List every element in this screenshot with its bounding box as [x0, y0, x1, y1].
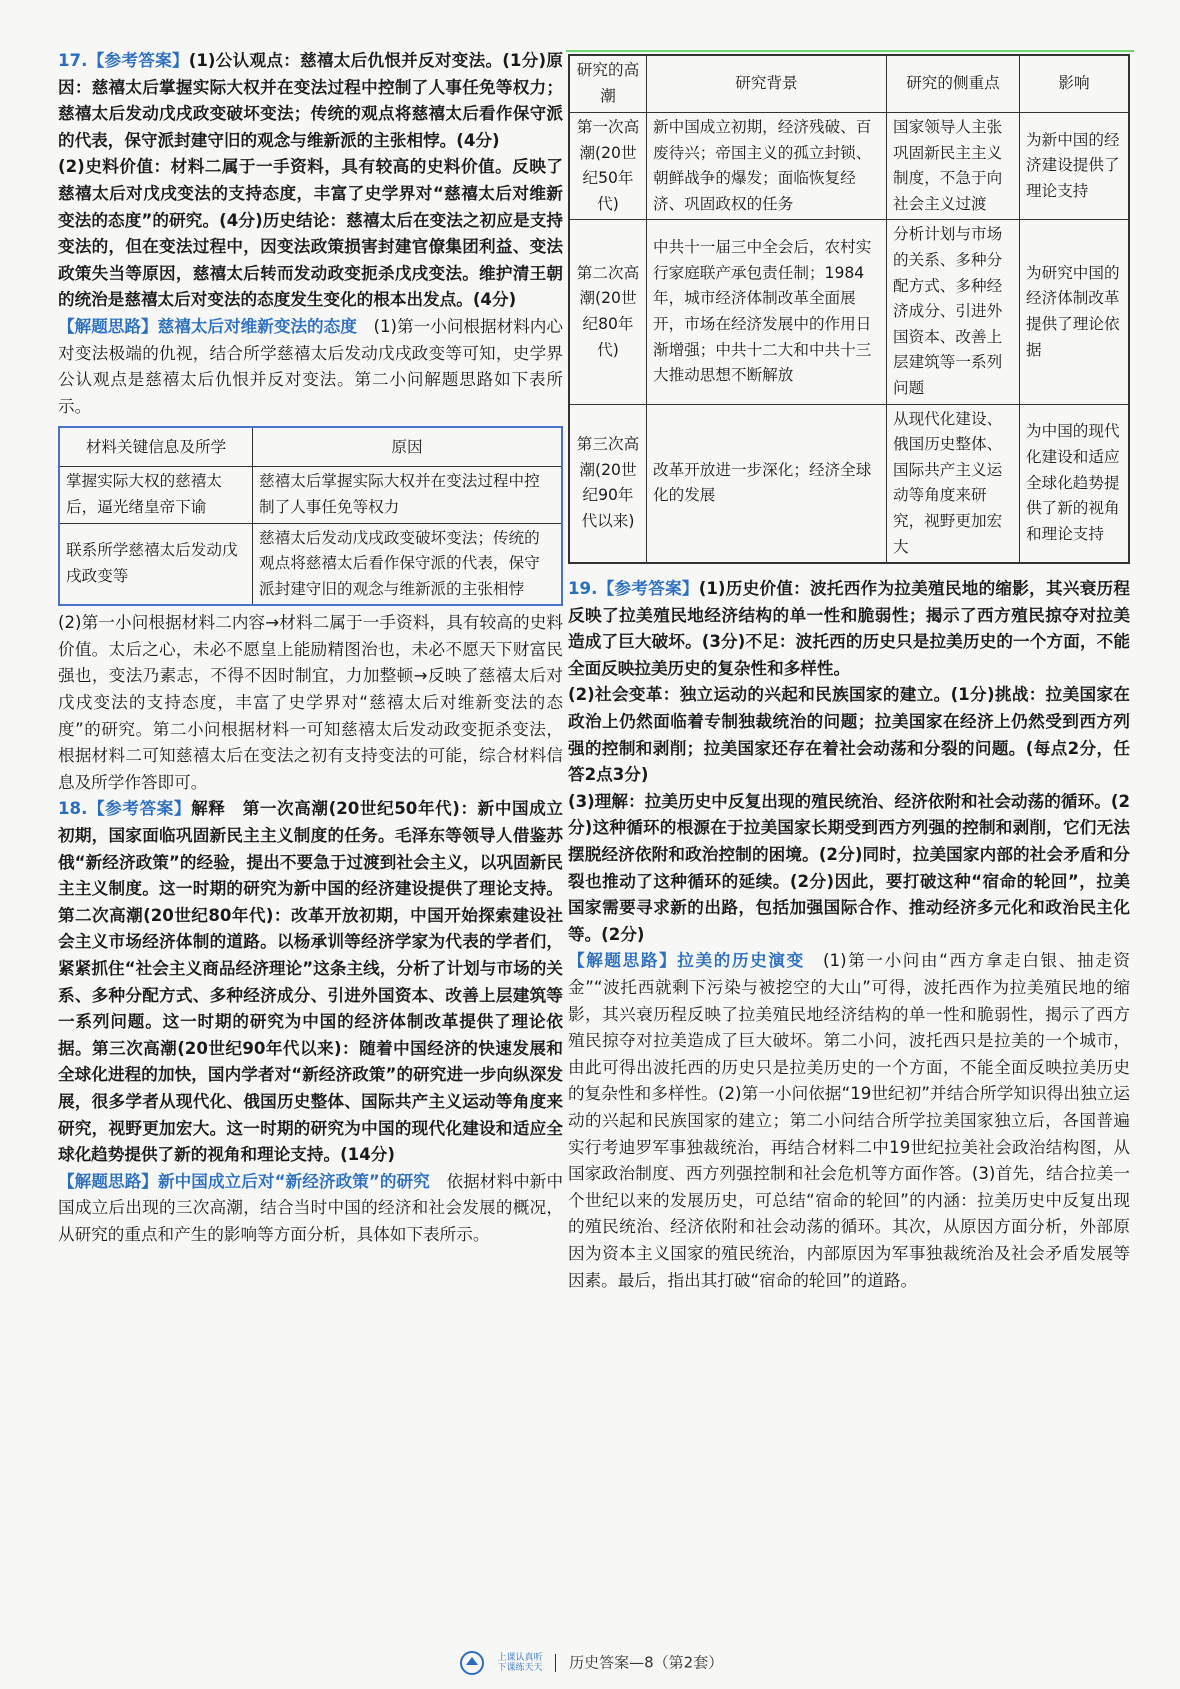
brand-logo-icon	[457, 1650, 487, 1676]
top-accent-line	[566, 50, 1134, 52]
table-cell: 为中国的现代化建设和适应全球化趋势提供了新的视角和理论支持	[1020, 404, 1130, 563]
q17-answer-tag: 【参考答案】	[87, 51, 189, 70]
q18-table-header: 研究的侧重点	[887, 55, 1020, 113]
q18-answer-tag: 【参考答案】	[87, 799, 192, 819]
table-cell: 分析计划与市场的关系、多种分配方式、多种经济成分、引进外国资本、改善上层建筑等一系列问题	[887, 220, 1020, 404]
q17-answer-text-1: (1)公认观点：慈禧太后仇恨并反对变法。(1分)原因：慈禧太后掌握实际大权并在变法过程中控制了人事任免等权力；慈禧太后发动戊戌政变破坏变法；传统的观点将慈禧太后看作保守派的代表，保守派封建守旧的观念与维新派的主张相悖。(4分)	[58, 51, 563, 150]
table-cell: 联系所学慈禧太后发动戊戌政变等	[59, 523, 253, 605]
right-column	[568, 54, 1130, 1294]
footer-slogan-bottom: 下课练天天	[497, 1663, 543, 1673]
table-cell: 新中国成立初期，经济残破、百废待兴；帝国主义的孤立封锁、朝鲜战争的爆发；面临恢复经济、巩固政权的任务	[647, 113, 887, 220]
q17-answer-p2: (2)史料价值：材料二属于一手资料，具有较高的史料价值。反映了慈禧太后对戊戌变法的支持态度，丰富了史学界对“慈禧太后对维新变法的态度”的研究。(4分)历史结论：慈禧太后在变法之初应是支持变法的，但在变法过程中，因变法政策损害封建官僚集团利益、变法政策失当等原因，慈禧太后转而发动政变扼杀戊戌变法。维护清王朝的统治是慈禧太后对变法的态度发生变化的根本出发点。(4分)	[58, 157, 563, 310]
table-cell: 慈禧太后掌握实际大权并在变法过程中控制了人事任免等权力	[253, 467, 563, 523]
q19-think-title: 拉美的历史演变	[677, 951, 805, 971]
table-cell: 国家领导人主张巩固新民主主义制度，不急于向社会主义过渡	[887, 113, 1020, 220]
q19-answer-p3: (3)理解：拉美历史中反复出现的殖民统治、经济依附和社会动荡的循环。(2分)这种循环的根源在于拉美国家长期受到西方列强的控制和剥削，它们无法摆脱经济依附和政治控制的困境。(2分)同时，拉美国家内部的社会矛盾和分裂也推动了这种循环的延续。(2分)因此，要打破这种“宿命的轮回”，拉美国家需要寻求新的出路，包括加强国际合作、推动经济多元化和政治民主化等。(2分)	[568, 791, 1130, 944]
q18-answer	[58, 796, 563, 1168]
table-row	[59, 467, 562, 523]
q19-answer-tag: 【参考答案】	[597, 579, 699, 599]
q18-number: 18.	[58, 799, 88, 819]
footer-divider	[555, 1654, 556, 1672]
table-cell: 第一次高潮(20世纪50年代)	[569, 113, 647, 220]
q17-think-text: (1)第一小问根据材料内心对变法极端的仇视，结合所学慈禧太后发动戊戌政变等可知，史学界公认观点是慈禧太后仇恨并反对变法。第二小问解题思路如下表所示。	[58, 316, 564, 416]
q17-table	[58, 426, 563, 606]
table-row	[569, 220, 1129, 404]
table-cell: 第三次高潮(20世纪90年代以来)	[569, 404, 647, 563]
q17-think-tag: 【解题思路】	[58, 316, 158, 336]
table-cell: 改革开放进一步深化；经济全球化的发展	[647, 404, 887, 563]
footer-slogan-top: 上课认真听	[497, 1653, 543, 1663]
table-row	[59, 523, 562, 605]
q19-number: 19.	[568, 579, 598, 599]
table-cell: 第二次高潮(20世纪80年代)	[569, 220, 647, 404]
q18-think-tag: 【解题思路】	[58, 1171, 158, 1191]
table-row	[569, 113, 1129, 220]
footer-page-label: 历史答案—8（第2套）	[569, 1653, 724, 1672]
q17-number: 17.	[58, 51, 88, 70]
q18-think-text: 依据材料中新中国成立后出现的三次高潮，结合当时中国的经济和社会发展的概况，从研究的重点和产生的影响等方面分析，具体如下表所示。	[58, 1171, 564, 1244]
q18-table-header: 影响	[1020, 55, 1130, 113]
table-row	[569, 404, 1129, 563]
q18-table	[568, 54, 1130, 564]
table-cell: 慈禧太后发动戊戌政变破坏变法；传统的观点将慈禧太后看作保守派的代表，保守派封建守旧的观念与维新派的主张相悖	[253, 523, 563, 605]
q19-answer-p2: (2)社会变革：独立运动的兴起和民族国家的建立。(1分)挑战：拉美国家在政治上仍然面临着专制独裁统治的问题；拉美国家在经济上仍然受到西方列强的控制和剥削；拉美国家还存在着社会动荡和分裂的问题。(每点2分，任答2点3分)	[568, 685, 1130, 785]
table-cell: 为研究中国的经济体制改革提供了理论依据	[1020, 220, 1130, 404]
q17-think-text-2: (2)第一小问根据材料二内容→材料二属于一手资料，具有较高的史料价值。太后之心，未必不愿皇上能励精图治也，未必不愿天下财富民强也，变法乃素志，不得不因时制宜，力加整顿→反映了慈禧太后对戊戌变法的支持态度，丰富了史学界对“慈禧太后对维新变法的态度”的研究。第二小问根据材料一可知慈禧太后发动政变扼杀变法，根据材料二可知慈禧太后在变法之初有支持变法的可能，综合材料信息及所学作答即可。	[58, 613, 563, 792]
q18-answer-lead: 解释	[191, 799, 243, 819]
q17-table-header: 原因	[253, 427, 563, 467]
q19-think-text: (1)第一小问由“西方拿走白银、抽走资金”“波托西就剩下污染与被挖空的大山”可得，波托西作为拉美殖民地的缩影，其兴衰历程反映了拉美殖民地经济结构的单一性和脆弱性，揭示了西方殖民掠夺对拉美造成了巨大破坏。第二小问，波托西只是拉美的一个城市，由此可得出波托西的历史只是拉美历史的一个方面，不能全面反映拉美历史的复杂性和多样性。(2)第一小问依据“19世纪初”并结合所学知识得出独立运动的兴起和民族国家的建立；第二小问结合所学拉美国家独立后，各国普遍实行考迪罗军事独裁统治，再结合材料二中19世纪拉美社会政治结构图，从国家政治制度、西方列强控制和社会危机等方面作答。(3)首先，结合拉美一个世纪以来的发展历史，可总结“宿命的轮回”的内涵：拉美历史中反复出现的殖民统治、经济依附和社会动荡的循环。其次，从原因方面分析，外部原因为资本主义国家的殖民统治，内部原因为军事独裁统治及社会矛盾发展等因素。最后，指出其打破“宿命的轮回”的道路。	[568, 951, 1130, 1290]
q17-think	[58, 314, 563, 420]
page-footer	[0, 1650, 1180, 1676]
footer-slogan	[498, 1653, 543, 1673]
q18-answer-text: 第一次高潮(20世纪50年代)：新中国成立初期，国家面临巩固新民主主义制度的任务。毛泽东等领导人借鉴苏俄“新经济政策”的经验，提出不要急于过渡到社会主义，以巩固新民主主义制度。这一时期的研究为新中国的经济建设提供了理论支持。第二次高潮(20世纪80年代)：改革开放初期，中国开始探索建设社会主义市场经济体制的道路。以杨承训等经济学家为代表的学者们，紧紧抓住“社会主义商品经济理论”这条主线，分析了计划与市场的关系、多种分配方式、多种经济成分、引进外国资本、改善上层建筑等一系列问题。这一时期的研究为中国的经济体制改革提供了理论依据。第三次高潮(20世纪90年代以来)：随着中国经济的快速发展和全球化进程的加快，国内学者对“新经济政策”的研究进一步向纵深发展，很多学者从现代化、俄国历史整体、国际共产主义运动等角度来研究，视野更加宏大。这一时期的研究为中国的现代化建设和适应全球化趋势提供了新的视角和理论支持。(14分)	[58, 799, 564, 1165]
table-cell: 为新中国的经济建设提供了理论支持	[1020, 113, 1130, 220]
q18-think-title: 新中国成立后对“新经济政策”的研究	[157, 1171, 430, 1191]
q19-think-tag: 【解题思路】	[568, 951, 678, 971]
q18-think	[58, 1169, 563, 1249]
q17-answer-p1	[58, 48, 563, 154]
q17-table-header: 材料关键信息及所学	[59, 427, 253, 467]
table-cell: 中共十一届三中全会后，农村实行家庭联产承包责任制；1984年，城市经济体制改革全面展开，市场在经济发展中的作用日渐增强；中共十二大和中共十三大推动思想不断解放	[647, 220, 887, 404]
q19-think	[568, 948, 1130, 1294]
q19-answer-p1	[568, 576, 1130, 682]
table-cell: 掌握实际大权的慈禧太后，逼光绪皇帝下谕	[59, 467, 253, 523]
q18-table-header: 研究的高潮	[569, 55, 647, 113]
q18-table-header: 研究背景	[647, 55, 887, 113]
table-cell: 从现代化建设、俄国历史整体、国际共产主义运动等角度来研究，视野更加宏大	[887, 404, 1020, 563]
q17-think-title: 慈禧太后对维新变法的态度	[157, 316, 357, 336]
q19-answer-text-1: (1)历史价值：波托西作为拉美殖民地的缩影，其兴衰历程反映了拉美殖民地经济结构的单一性和脆弱性；揭示了西方殖民掠夺对拉美造成了巨大破坏。(3分)不足：波托西的历史只是拉美历史的一个方面，不能全面反映拉美历史的复杂性和多样性。	[568, 579, 1131, 678]
left-column	[58, 48, 563, 1249]
